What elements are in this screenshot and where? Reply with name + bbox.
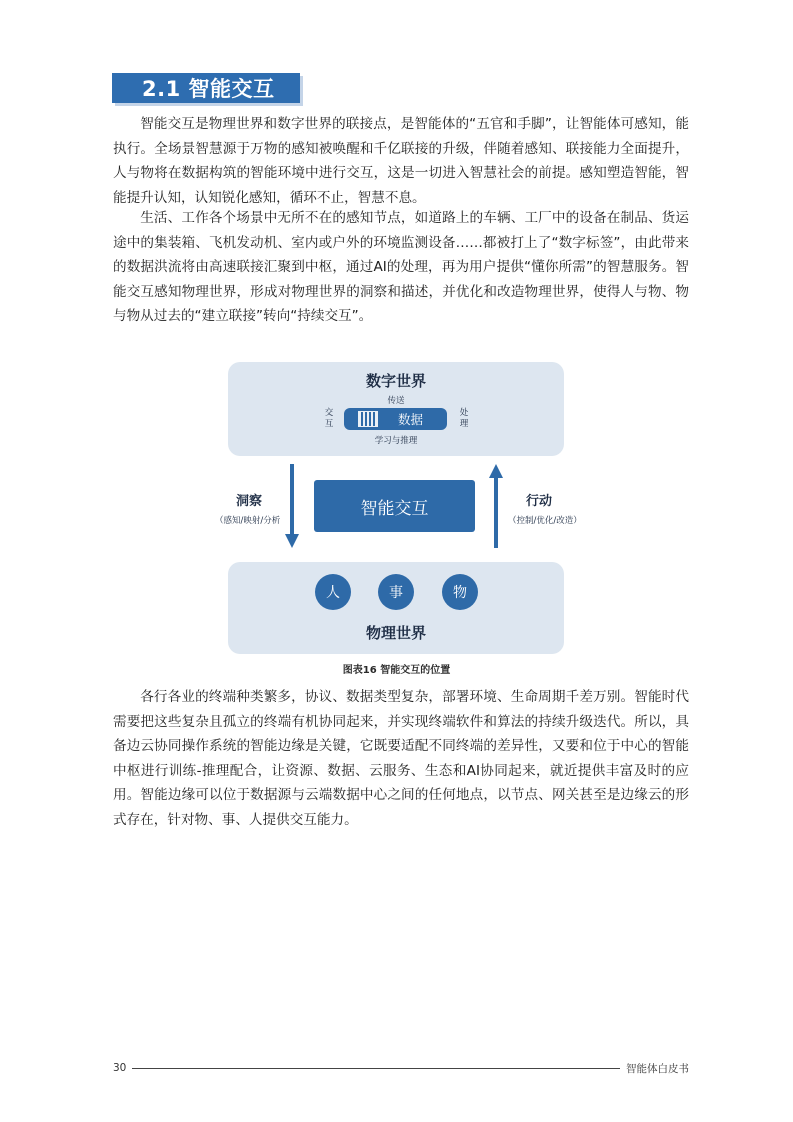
digital-world-title: 数字世界 <box>365 372 426 390</box>
paragraph-1: 智能交互是物理世界和数字世界的联接点，是智能体的“五官和手脚”，让智能体可感知，能执行。全场景智慧源于万物的感知被唤醒和千亿联接的升级，伴随着感知、联接能力全面提升，人与物将在数据构筑的智能环境中进行交互，这是一切进入智慧社会的前提。感知塑造智能，智能提升认知，认知锐化感知，循环不止，智慧不息。 <box>113 116 689 206</box>
observe-subtitle: （感知/映射/分析 <box>215 516 281 526</box>
transmit-label: 传送 <box>387 396 405 406</box>
paragraph-3: 各行各业的终端种类繁多，协议、数据类型复杂，部署环境、生命周期千差万别。智能时代需要把这些复杂且孤立的终端有机协同起来，并实现终端软件和算法的持续升级迭代。所以，具备边云协同操作系统的智能边缘是关键，它既要适配不同终端的差异性，又要和位于中心的智能中枢进行训练-推理配合，让资源、数据、云服务、生态和AI协同起来，就近提供丰富及时的应用。智能边缘可以位于数据源与云端数据中心之间的任何地点，以节点、网关甚至是边缘云的形式存在，针对物、事、人提供交互能力。 <box>113 689 689 828</box>
paragraph-2: 生活、工作各个场景中无所不在的感知节点，如道路上的车辆、工厂中的设备在制品、货运途中的集装箱、飞机发动机、室内或户外的环境监测设备……都被打上了“数字标签”，由此带来的数据洪流将由高速联接汇聚到中枢，通过AI的处理，再为用户提供“懂你所需”的智慧服务。智能交互感知物理世界，形成对物理世界的洞察和描述，并优化和改造物理世界，使得人与物、物与物从过去的“建立联接”转向“持续交互”。 <box>113 210 689 324</box>
book-title: 智能体白皮书 <box>626 1062 689 1075</box>
chip-icon <box>358 411 378 427</box>
section-title: 2.1 智能交互 <box>142 77 275 101</box>
figure-caption: 图表16 智能交互的位置 <box>342 665 451 676</box>
page-number: 30 <box>113 1062 127 1074</box>
arrow-down-icon <box>285 464 299 548</box>
observe-title: 洞察 <box>236 494 263 509</box>
page-footer <box>113 1061 689 1075</box>
event-node: 事 <box>378 574 414 610</box>
data-label: 数据 <box>398 412 424 427</box>
object-node: 物 <box>442 574 478 610</box>
action-title: 行动 <box>526 494 553 509</box>
core-interaction-box: 智能交互 <box>314 480 475 532</box>
interaction-diagram <box>215 362 582 654</box>
learn-label: 学习与推理 <box>374 436 418 446</box>
footer-rule <box>132 1068 620 1069</box>
interact-label: 交互 <box>324 408 334 429</box>
arrow-up-icon <box>489 464 503 548</box>
physical-world-title: 物理世界 <box>365 624 426 642</box>
digital-world-box <box>228 362 564 456</box>
process-label: 处理 <box>459 408 469 429</box>
section-header <box>112 73 300 103</box>
action-subtitle: （控制/优化/改造） <box>508 516 582 526</box>
person-node: 人 <box>315 574 351 610</box>
data-node <box>344 408 447 430</box>
